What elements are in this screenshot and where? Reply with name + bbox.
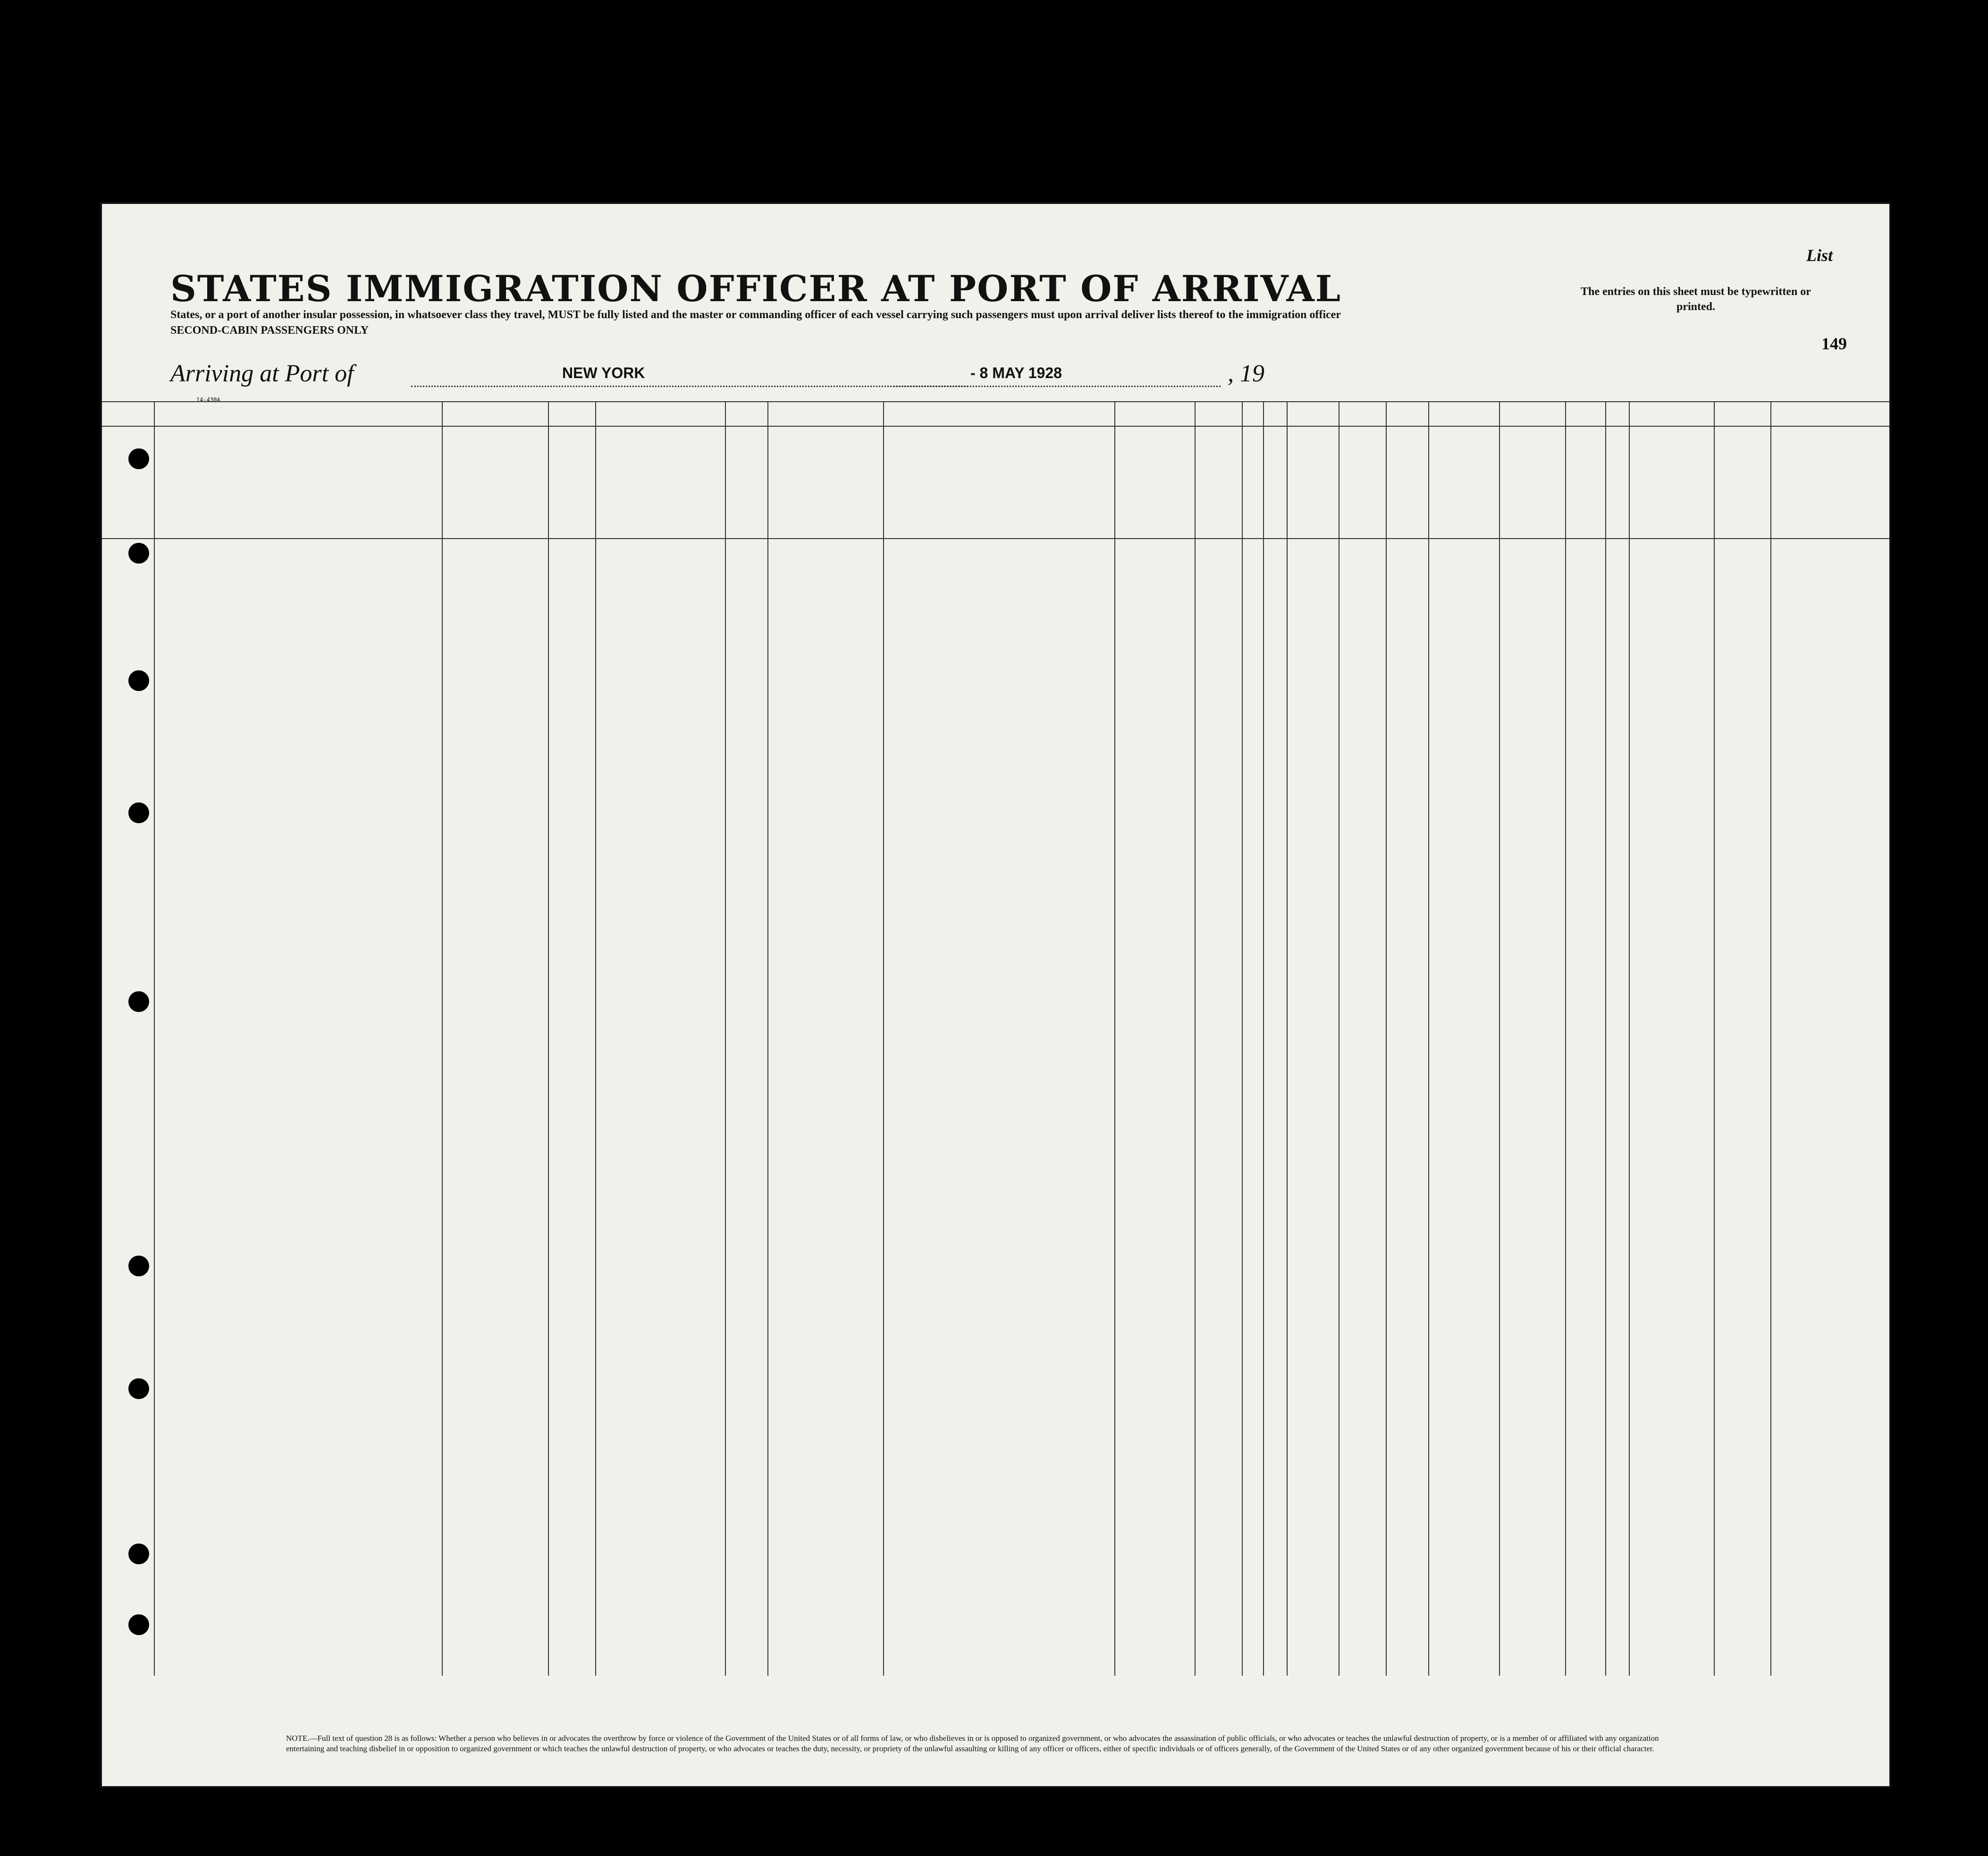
column-rule [1605,401,1606,1676]
manifest-sheet [100,202,1891,1788]
header-rule [102,426,1889,427]
column-rule [883,401,884,1676]
column-rule [1287,401,1288,1676]
punch-hole [128,448,149,469]
column-rule [1386,401,1387,1676]
punch-hole [128,1378,149,1399]
question-28-note: NOTE.—Full text of question 28 is as follows: Whether a person who believes in or advocates the overthrow by force or violence of the Government of the United States or of all forms of law, or who disbelieves in or is opposed to organized government, or who advocates the assassination of public officials, or who advocates or teaches the unlawful destruction of property, or is a member of or affiliated with any organization entertaining and teaching disbelief in or opposition to organized government or which teaches the unlawful destruction of property, or who advocates or teaches the duty, necessity, or propriety of the unlawful assaulting or killing of any officer or officers, either of specific individuals or of officers generally, of the Government of the United States or of any other organized government because of his or their official character. [286,1734,1659,1753]
header-rule [102,538,1889,539]
column-rule [1770,401,1771,1676]
column-rule [1629,401,1630,1676]
port-of-arrival: NEW YORK [562,364,645,381]
instruction-line: States, or a port of another insular possession, in whatsoever class they travel, MUST be fully listed and the master or commanding officer of each vessel carrying such passengers must upon arrival deliver lists thereof to the immigration officer [170,309,1341,321]
passenger-class: SECOND-CABIN PASSENGERS ONLY [170,324,369,337]
column-rule [725,401,726,1676]
header-rule [102,401,1889,402]
column-rule [1714,401,1715,1676]
punch-hole [128,991,149,1012]
punch-hole [128,1256,149,1276]
punch-hole [128,1544,149,1564]
punch-hole [128,1614,149,1635]
column-rule [1263,401,1264,1676]
column-rule [548,401,549,1676]
punch-hole [128,670,149,691]
column-rule [1428,401,1429,1676]
punch-hole [128,543,149,564]
port-dotted-line [411,386,968,387]
punch-hole [128,802,149,823]
column-rule [442,401,443,1676]
column-rule [1499,401,1500,1676]
column-rule [154,401,155,1676]
date-dotted-line [890,386,1221,387]
page-title: STATES IMMIGRATION OFFICER AT PORT OF ARRIVAL [170,268,1342,310]
list-label: List [1806,246,1833,265]
column-rule [595,401,596,1676]
column-rule [1195,401,1196,1676]
column-rule [767,401,768,1676]
page-number: 149 [1821,334,1847,353]
typewritten-note: The entries on this sheet must be typewritten or printed. [1581,286,1811,313]
column-rule [1114,401,1115,1676]
arrival-date: - 8 MAY 1928 [970,364,1062,381]
column-rule [1242,401,1243,1676]
manifest-table [102,401,1889,1676]
year-label: , 19 [1228,360,1264,387]
column-rule [1565,401,1566,1676]
arriving-label: Arriving at Port of [170,360,354,387]
form-number: 14-430A [196,397,220,403]
